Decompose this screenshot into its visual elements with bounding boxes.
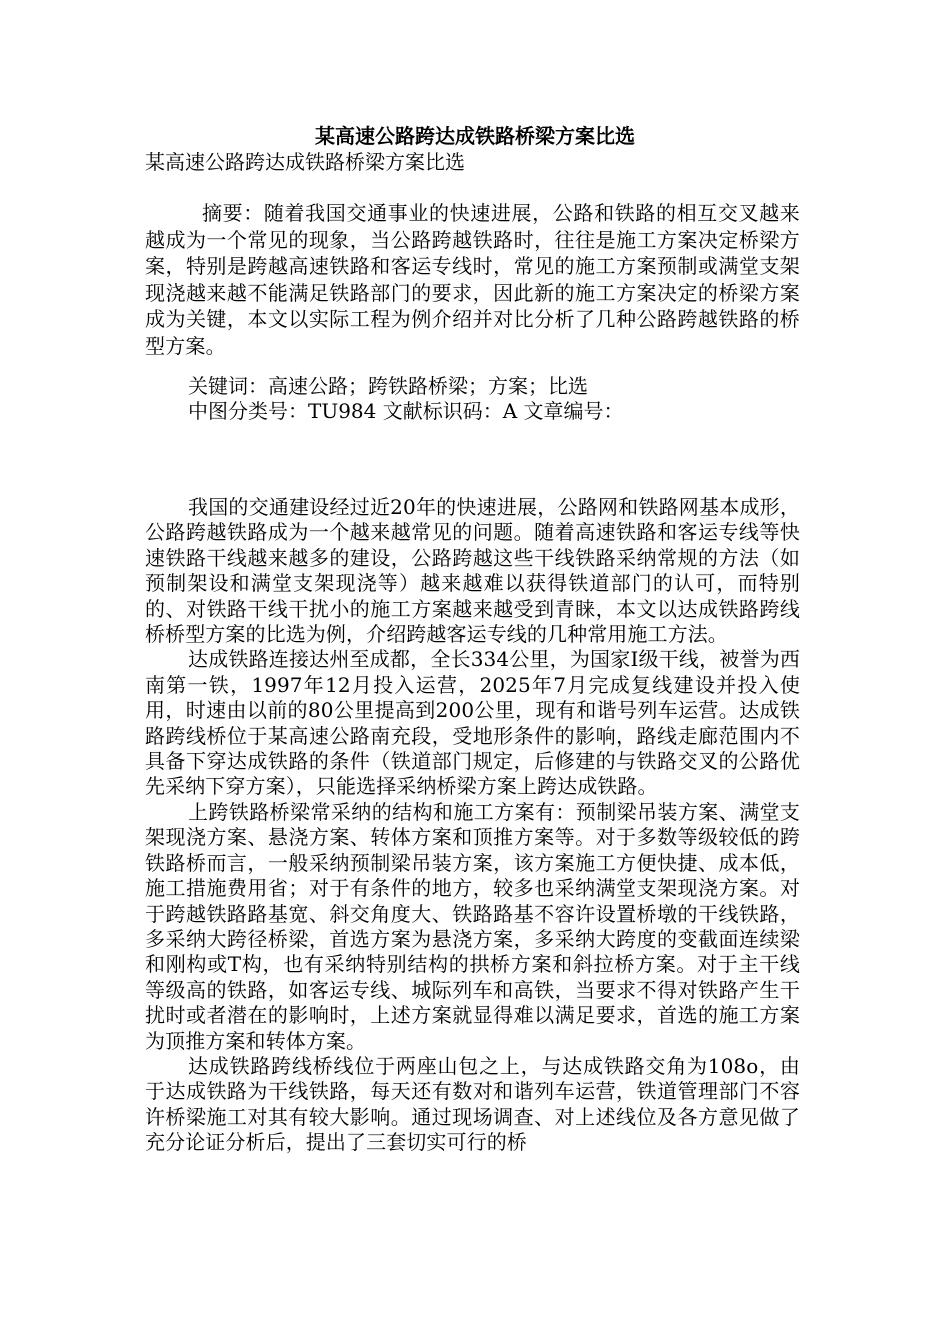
document-subtitle: 某高速公路跨达成铁路桥梁方案比选 [145, 150, 465, 174]
body-paragraph: 达成铁路连接达州至成都，全长334公里，为国家Ⅰ级干线，被誉为西南第一铁，1997年12月投入运营，2025年7月完成复线建设并投入使用，时速由以前的80公里提高到200公里，现有和谐号列车运营。达成铁路跨线桥位于某高速公路南充段，受地形条件的影响，路线走廊范围内不具备下穿达成铁路的条件（铁道部门规定，后修建的与铁路交叉的公路优先采纳下穿方案），只能选择采纳桥梁方案上跨达成铁路。 [145, 647, 800, 799]
classification-line: 中图分类号：TU984 文献标识码：A 文章编号： [188, 399, 624, 423]
body-text [145, 495, 800, 1156]
keywords-line: 关键词：高速公路；跨铁路桥梁；方案；比选 [188, 374, 588, 398]
body-paragraph: 我国的交通建设经过近20年的快速进展，公路网和铁路网基本成形，公路跨越铁路成为一个越来越常见的问题。随着高速铁路和客运专线等快速铁路干线越来越多的建设，公路跨越这些干线铁路采纳常规的方法（如预制架设和满堂支架现浇等）越来越难以获得铁道部门的认可，而特别的、对铁路干线干扰小的施工方案越来越受到青睐，本文以达成铁路跨线桥桥型方案的比选为例，介绍跨越客运专线的几种常用施工方法。 [145, 495, 800, 647]
document-title: 某高速公路跨达成铁路桥梁方案比选 [315, 124, 635, 148]
abstract-paragraph: 摘要：随着我国交通事业的快速进展，公路和铁路的相互交叉越来越成为一个常见的现象，当公路跨越铁路时，往往是施工方案决定桥梁方案，特别是跨越高速铁路和客运专线时，常见的施工方案预制或满堂支架现浇越来越不能满足铁路部门的要求，因此新的施工方案决定的桥梁方案成为关键，本文以实际工程为例介绍并对比分析了几种公路跨越铁路的桥型方案。 [145, 201, 800, 358]
body-paragraph: 上跨铁路桥梁常采纳的结构和施工方案有：预制梁吊装方案、满堂支架现浇方案、悬浇方案、转体方案和顶推方案等。对于多数等级较低的跨铁路桥而言，一般采纳预制梁吊装方案，该方案施工方便快捷、成本低，施工措施费用省；对于有条件的地方，较多也采纳满堂支架现浇方案。对于跨越铁路路基宽、斜交角度大、铁路路基不容许设置桥墩的干线铁路，多采纳大跨径桥梁，首选方案为悬浇方案，多采纳大跨度的变截面连续梁和刚构或T构，也有采纳特别结构的拱桥方案和斜拉桥方案。对于主干线等级高的铁路，如客运专线、城际列车和高铁，当要求不得对铁路产生干扰时或者潜在的影响时，上述方案就显得难以满足要求，首选的施工方案为顶推方案和转体方案。 [145, 799, 800, 1053]
body-paragraph: 达成铁路跨线桥线位于两座山包之上，与达成铁路交角为108o，由于达成铁路为干线铁路，每天还有数对和谐列车运营，铁道管理部门不容许桥梁施工对其有较大影响。通过现场调查、对上述线位及各方意见做了充分论证分析后，提出了三套切实可行的桥 [145, 1053, 800, 1155]
